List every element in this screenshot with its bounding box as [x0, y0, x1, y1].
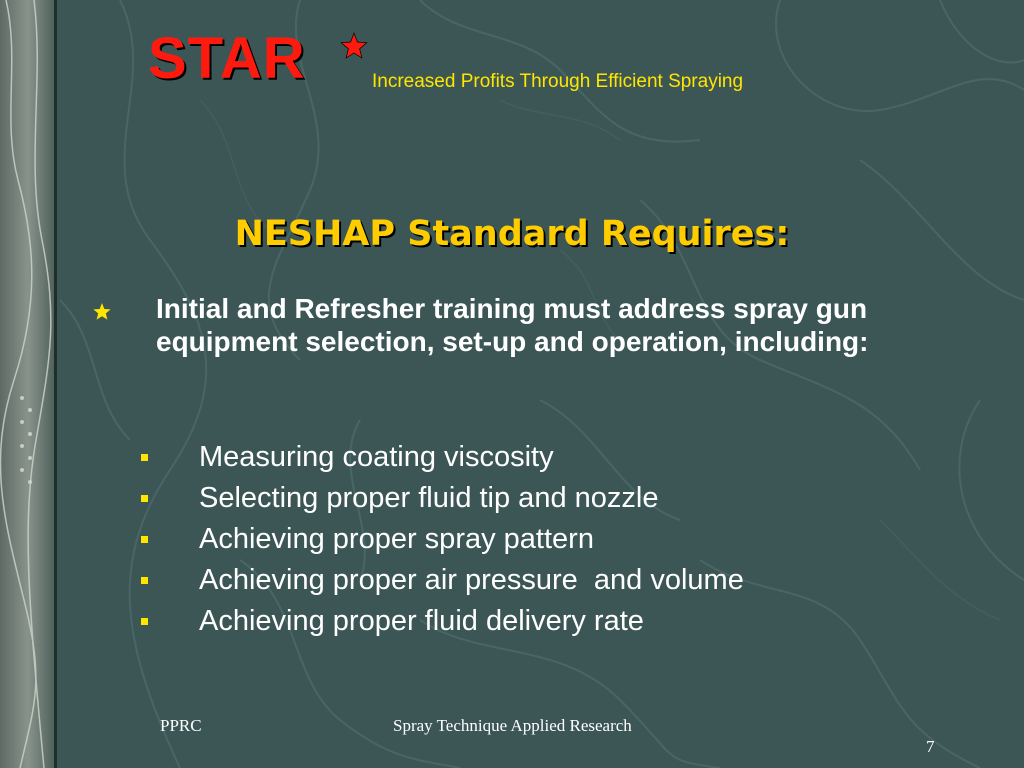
main-bullet-text: Initial and Refresher training must address spray gun equipment selection, set-up and operation, including: [156, 293, 869, 357]
list-item [0, 602, 1024, 643]
list-item-text: Achieving proper air pressure and volume [199, 564, 744, 596]
footer-organization: PPRC [160, 716, 202, 735]
logo-text: STAR [148, 26, 306, 91]
square-bullet-icon [141, 536, 148, 543]
square-bullet-icon [141, 454, 148, 461]
sub-bullet-list [0, 438, 1024, 643]
slide-title: NESHAP Standard Requires: [234, 214, 790, 254]
tagline: Increased Profits Through Efficient Spraying [372, 71, 744, 92]
list-item-text: Selecting proper fluid tip and nozzle [199, 482, 659, 514]
slide-heading [0, 212, 1024, 256]
list-item [0, 561, 1024, 602]
star-icon [340, 32, 368, 60]
square-bullet-icon [141, 577, 148, 584]
list-item-text: Measuring coating viscosity [199, 441, 554, 473]
list-item [0, 520, 1024, 561]
footer-title: Spray Technique Applied Research [393, 716, 632, 735]
list-item-text: Achieving proper spray pattern [199, 523, 594, 555]
page-number: 7 [926, 737, 935, 756]
list-item [0, 479, 1024, 520]
square-bullet-icon [141, 618, 148, 625]
star-bullet-icon [90, 300, 114, 324]
square-bullet-icon [141, 495, 148, 502]
list-item-text: Achieving proper fluid delivery rate [199, 605, 644, 637]
list-item [0, 438, 1024, 479]
